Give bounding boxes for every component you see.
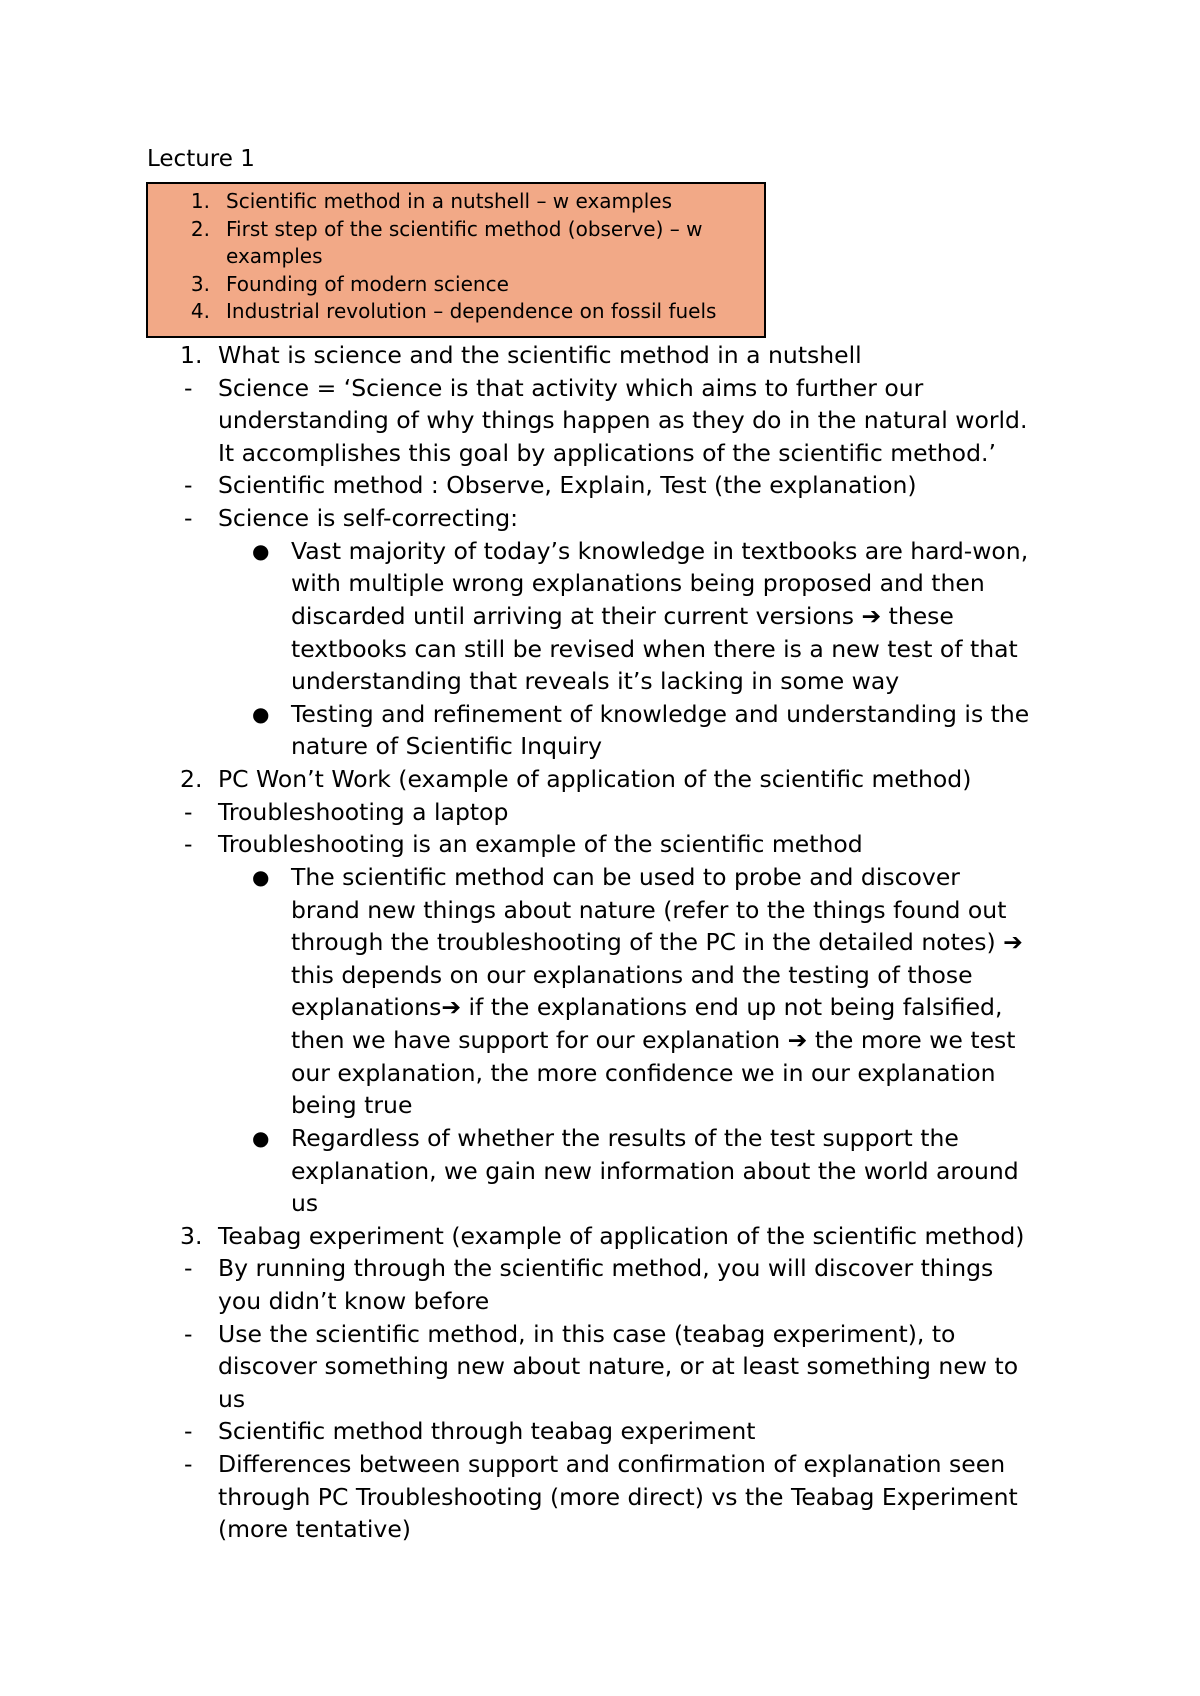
bullet-list-item-marker: ● — [252, 865, 270, 889]
bullet-list-item-text: through the troubleshooting of the PC in the detailed notes) ➔ — [291, 928, 1023, 956]
numbered-heading-text: What is science and the scientific method in a nutshell — [218, 341, 862, 369]
dash-list-item-text: Differences between support and confirmation of explanation seen — [218, 1450, 1006, 1478]
lecture-title: Lecture 1 — [147, 146, 255, 172]
bullet-list-item-text: brand new things about nature (refer to the things found out — [291, 896, 1007, 924]
bullet-list-item-text: explanation, we gain new information about the world around — [291, 1157, 1019, 1185]
bullet-list-item-text: us — [291, 1189, 319, 1217]
dash-list-item-text: By running through the scientific method, you will discover things — [218, 1254, 994, 1282]
bullet-list-item-text: this depends on our explanations and the testing of those — [291, 961, 973, 989]
summary-item — [148, 270, 768, 298]
dash-list-item-marker: - — [184, 1417, 193, 1445]
summary-item-text: Scientific method in a nutshell – w examples — [226, 189, 673, 213]
dash-list-item-text: through PC Troubleshooting (more direct) vs the Teabag Experiment — [218, 1483, 1018, 1511]
dash-list-item-text: Science = ‘Science is that activity which aims to further our — [218, 374, 924, 402]
bullet-list-item-marker: ● — [252, 539, 270, 563]
dash-list-item-text: (more tentative) — [218, 1515, 411, 1543]
dash-list-item-text: Scientific method through teabag experiment — [218, 1417, 756, 1445]
dash-list-item-marker: - — [184, 504, 193, 532]
summary-item — [148, 187, 768, 215]
dash-list-item-text: us — [218, 1385, 246, 1413]
dash-list-item-marker: - — [184, 374, 193, 402]
bullet-list-item-text: Vast majority of today’s knowledge in textbooks are hard-won, — [291, 537, 1029, 565]
dash-list-item-text: Troubleshooting a laptop — [218, 798, 509, 826]
summary-item — [148, 297, 768, 325]
numbered-heading-text: PC Won’t Work (example of application of the scientific method) — [218, 765, 972, 793]
summary-item-text: Industrial revolution – dependence on fossil fuels — [226, 299, 717, 323]
dash-list-item-text: Scientific method : Observe, Explain, Test (the explanation) — [218, 471, 917, 499]
dash-list-item-text: Troubleshooting is an example of the scientific method — [218, 830, 863, 858]
bullet-list-item-text: textbooks can still be revised when there is a new test of that — [291, 635, 1018, 663]
dash-list-item-marker: - — [184, 1254, 193, 1282]
numbered-heading-text: Teabag experiment (example of application of the scientific method) — [218, 1222, 1025, 1250]
summary-item-number: 4. — [190, 299, 210, 323]
bullet-list-item-text: then we have support for our explanation ➔ the more we test — [291, 1026, 1016, 1054]
bullet-list-item-text: explanations➔ if the explanations end up not being falsified, — [291, 993, 1003, 1021]
bullet-list-item-text: Regardless of whether the results of the test support the — [291, 1124, 959, 1152]
numbered-heading-marker: 2. — [180, 765, 203, 793]
summary-item — [148, 215, 768, 243]
bullet-list-item-marker: ● — [252, 702, 270, 726]
summary-item-number: 1. — [190, 189, 210, 213]
bullet-list-item-text: with multiple wrong explanations being proposed and then — [291, 569, 985, 597]
bullet-list-item-text: nature of Scientific Inquiry — [291, 732, 602, 760]
dash-list-item-text: Science is self-correcting: — [218, 504, 519, 532]
bullet-list-item-text: Testing and refinement of knowledge and understanding is the — [291, 700, 1030, 728]
dash-list-item-text: understanding of why things happen as they do in the natural world. — [218, 406, 1028, 434]
lecture-summary-box — [146, 182, 766, 338]
summary-item — [148, 242, 768, 270]
bullet-list-item-text: The scientific method can be used to probe and discover — [291, 863, 960, 891]
summary-item-text: examples — [226, 244, 323, 268]
numbered-heading-marker: 1. — [180, 341, 203, 369]
summary-item-text: Founding of modern science — [226, 272, 509, 296]
dash-list-item-marker: - — [184, 1320, 193, 1348]
bullet-list-item-text: discarded until arriving at their current versions ➔ these — [291, 602, 954, 630]
summary-item-number: 2. — [190, 217, 210, 241]
bullet-list-item-marker: ● — [252, 1126, 270, 1150]
dash-list-item-marker: - — [184, 1450, 193, 1478]
dash-list-item-text: It accomplishes this goal by applications of the scientific method.’ — [218, 439, 996, 467]
dash-list-item-text: Use the scientific method, in this case (teabag experiment), to — [218, 1320, 956, 1348]
dash-list-item-marker: - — [184, 798, 193, 826]
bullet-list-item-text: our explanation, the more confidence we in our explanation — [291, 1059, 996, 1087]
bullet-list-item-text: understanding that reveals it’s lacking in some way — [291, 667, 900, 695]
numbered-heading-marker: 3. — [180, 1222, 203, 1250]
bullet-list-item-text: being true — [291, 1091, 413, 1119]
dash-list-item-marker: - — [184, 471, 193, 499]
summary-item-text: First step of the scientific method (observe) – w — [226, 217, 703, 241]
dash-list-item-text: discover something new about nature, or at least something new to — [218, 1352, 1019, 1380]
summary-item-number: 3. — [190, 272, 210, 296]
dash-list-item-marker: - — [184, 830, 193, 858]
dash-list-item-text: you didn’t know before — [218, 1287, 490, 1315]
